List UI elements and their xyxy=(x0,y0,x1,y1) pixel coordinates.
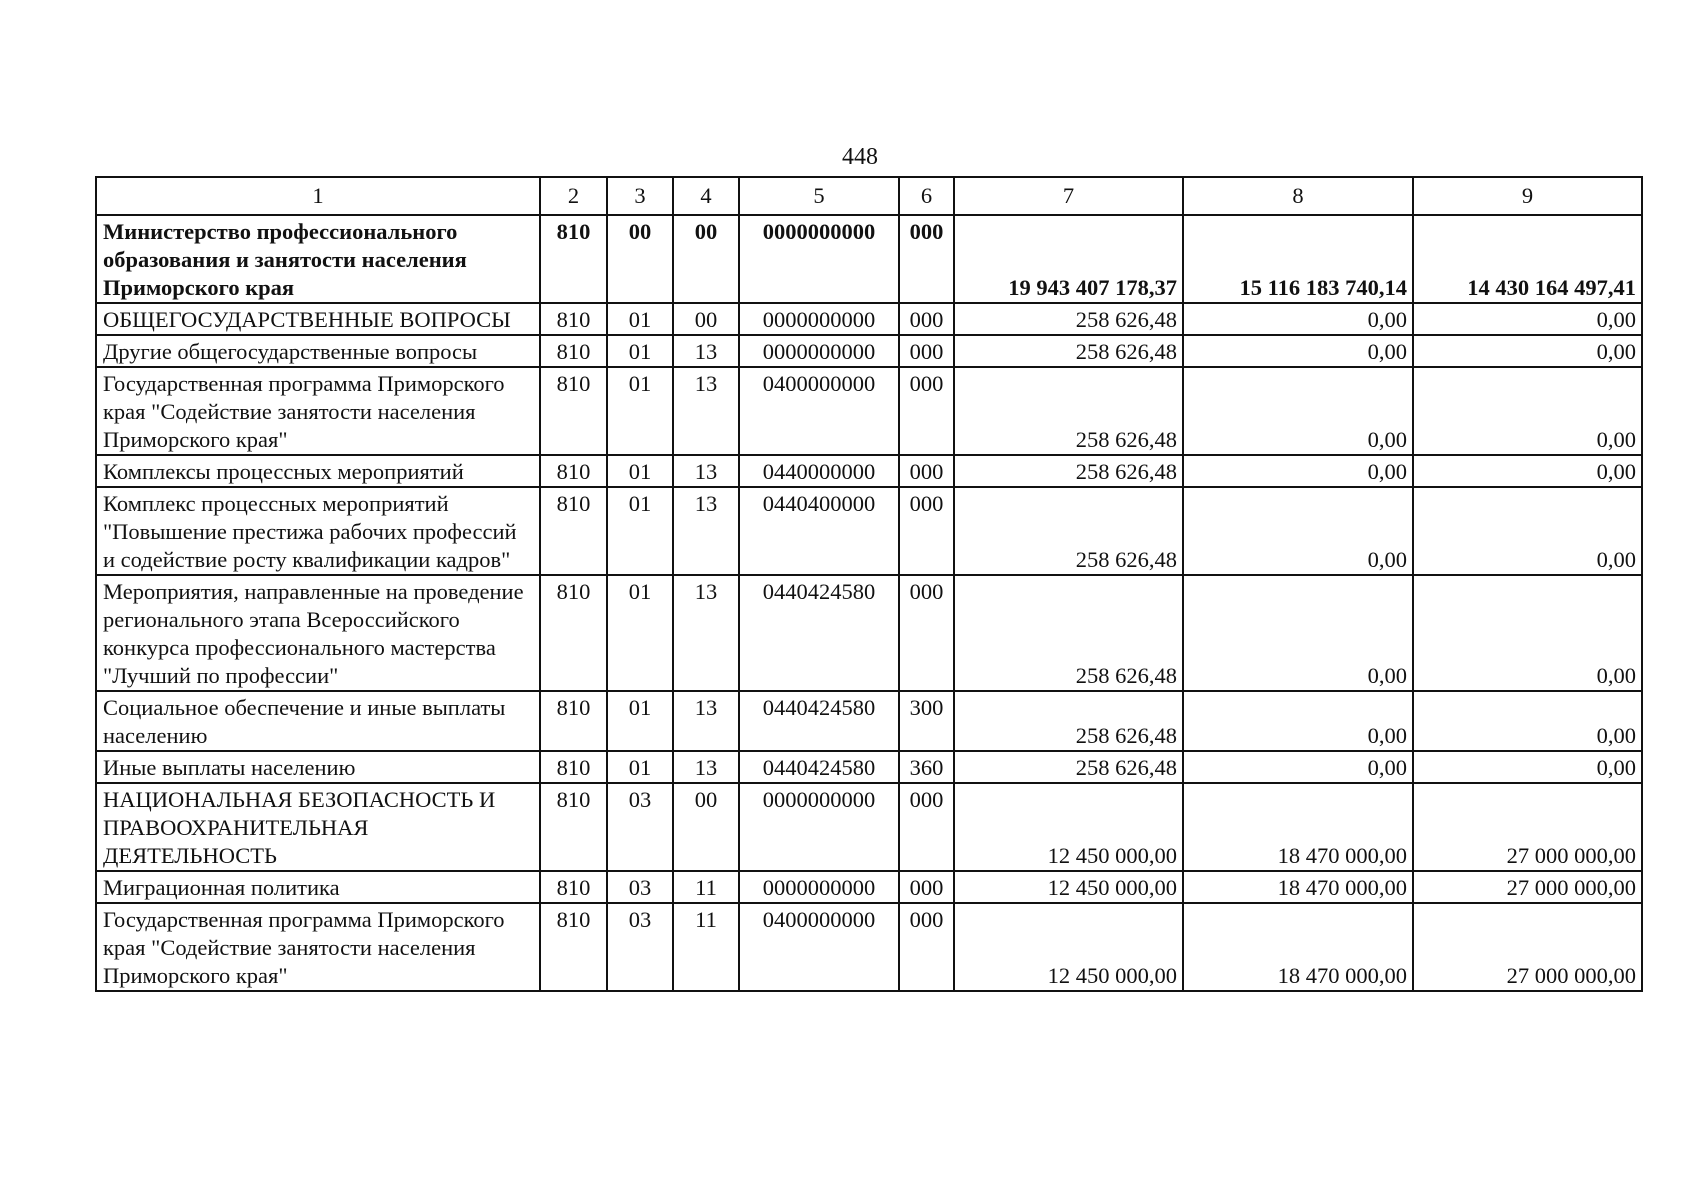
row-amount: 0,00 xyxy=(1413,335,1642,367)
row-amount: 258 626,48 xyxy=(954,335,1183,367)
row-code: 03 xyxy=(607,783,673,871)
column-header: 1 xyxy=(96,177,540,215)
row-amount: 0,00 xyxy=(1413,303,1642,335)
budget-table xyxy=(95,176,1643,992)
row-code: 13 xyxy=(673,367,739,455)
column-header: 7 xyxy=(954,177,1183,215)
row-code: 810 xyxy=(540,367,607,455)
row-code: 000 xyxy=(899,367,954,455)
row-amount: 0,00 xyxy=(1413,487,1642,575)
row-name: Миграционная политика xyxy=(96,871,540,903)
row-code: 0000000000 xyxy=(739,783,899,871)
row-amount: 18 470 000,00 xyxy=(1183,903,1413,991)
row-amount: 18 470 000,00 xyxy=(1183,871,1413,903)
table-row xyxy=(96,871,1642,903)
row-code: 810 xyxy=(540,303,607,335)
row-code: 03 xyxy=(607,871,673,903)
table-row xyxy=(96,783,1642,871)
row-code: 13 xyxy=(673,335,739,367)
row-code: 810 xyxy=(540,691,607,751)
table-row xyxy=(96,691,1642,751)
row-name: Комплексы процессных мероприятий xyxy=(96,455,540,487)
row-code: 0000000000 xyxy=(739,871,899,903)
row-code: 0440000000 xyxy=(739,455,899,487)
row-name: ОБЩЕГОСУДАРСТВЕННЫЕ ВОПРОСЫ xyxy=(96,303,540,335)
row-amount: 0,00 xyxy=(1183,575,1413,691)
row-amount: 27 000 000,00 xyxy=(1413,783,1642,871)
row-code: 810 xyxy=(540,903,607,991)
row-amount: 12 450 000,00 xyxy=(954,871,1183,903)
row-code: 01 xyxy=(607,335,673,367)
table-row xyxy=(96,215,1642,303)
row-code: 300 xyxy=(899,691,954,751)
row-code: 00 xyxy=(673,215,739,303)
row-code: 810 xyxy=(540,871,607,903)
row-code: 13 xyxy=(673,751,739,783)
row-code: 0000000000 xyxy=(739,215,899,303)
row-code: 810 xyxy=(540,335,607,367)
column-header: 8 xyxy=(1183,177,1413,215)
row-amount: 15 116 183 740,14 xyxy=(1183,215,1413,303)
table-row xyxy=(96,367,1642,455)
column-header: 9 xyxy=(1413,177,1642,215)
table-row xyxy=(96,751,1642,783)
row-code: 000 xyxy=(899,575,954,691)
row-amount: 0,00 xyxy=(1183,455,1413,487)
header-row xyxy=(96,177,1642,215)
table-row xyxy=(96,335,1642,367)
table-row xyxy=(96,903,1642,991)
row-amount: 258 626,48 xyxy=(954,455,1183,487)
column-header: 4 xyxy=(673,177,739,215)
row-code: 11 xyxy=(673,871,739,903)
table-row xyxy=(96,303,1642,335)
row-code: 0000000000 xyxy=(739,303,899,335)
row-code: 13 xyxy=(673,487,739,575)
row-name: Мероприятия, направленные на проведение регионального этапа Всероссийского конкурса профессионального мастерства "Лучший по профессии" xyxy=(96,575,540,691)
column-header: 2 xyxy=(540,177,607,215)
row-code: 000 xyxy=(899,303,954,335)
row-code: 810 xyxy=(540,751,607,783)
row-amount: 0,00 xyxy=(1183,751,1413,783)
row-code: 01 xyxy=(607,367,673,455)
row-code: 13 xyxy=(673,691,739,751)
row-amount: 0,00 xyxy=(1413,367,1642,455)
row-amount: 0,00 xyxy=(1413,751,1642,783)
row-code: 00 xyxy=(673,303,739,335)
row-code: 01 xyxy=(607,691,673,751)
row-code: 810 xyxy=(540,455,607,487)
row-amount: 0,00 xyxy=(1183,303,1413,335)
row-name: НАЦИОНАЛЬНАЯ БЕЗОПАСНОСТЬ И ПРАВООХРАНИТЕЛЬНАЯ ДЕЯТЕЛЬНОСТЬ xyxy=(96,783,540,871)
row-amount: 18 470 000,00 xyxy=(1183,783,1413,871)
row-code: 11 xyxy=(673,903,739,991)
row-amount: 258 626,48 xyxy=(954,487,1183,575)
row-code: 000 xyxy=(899,783,954,871)
row-code: 00 xyxy=(607,215,673,303)
row-code: 000 xyxy=(899,487,954,575)
column-header: 5 xyxy=(739,177,899,215)
page-number: 448 xyxy=(842,144,878,170)
row-amount: 258 626,48 xyxy=(954,691,1183,751)
row-code: 810 xyxy=(540,783,607,871)
row-amount: 258 626,48 xyxy=(954,575,1183,691)
row-code: 810 xyxy=(540,215,607,303)
row-amount: 0,00 xyxy=(1183,487,1413,575)
row-amount: 0,00 xyxy=(1183,335,1413,367)
row-amount: 258 626,48 xyxy=(954,303,1183,335)
row-amount: 258 626,48 xyxy=(954,751,1183,783)
row-code: 13 xyxy=(673,455,739,487)
row-code: 01 xyxy=(607,751,673,783)
row-code: 000 xyxy=(899,335,954,367)
row-code: 000 xyxy=(899,903,954,991)
row-code: 03 xyxy=(607,903,673,991)
row-name: Иные выплаты населению xyxy=(96,751,540,783)
row-amount: 27 000 000,00 xyxy=(1413,871,1642,903)
row-code: 0440424580 xyxy=(739,751,899,783)
row-amount: 27 000 000,00 xyxy=(1413,903,1642,991)
row-code: 01 xyxy=(607,487,673,575)
row-amount: 14 430 164 497,41 xyxy=(1413,215,1642,303)
row-amount: 12 450 000,00 xyxy=(954,783,1183,871)
table-row xyxy=(96,575,1642,691)
column-header: 3 xyxy=(607,177,673,215)
row-amount: 258 626,48 xyxy=(954,367,1183,455)
column-header: 6 xyxy=(899,177,954,215)
row-code: 13 xyxy=(673,575,739,691)
row-code: 000 xyxy=(899,215,954,303)
row-code: 810 xyxy=(540,575,607,691)
row-amount: 0,00 xyxy=(1183,691,1413,751)
row-amount: 19 943 407 178,37 xyxy=(954,215,1183,303)
row-name: Социальное обеспечение и иные выплаты населению xyxy=(96,691,540,751)
row-name: Комплекс процессных мероприятий "Повышение престижа рабочих профессий и содействие росту квалификации кадров" xyxy=(96,487,540,575)
row-amount: 0,00 xyxy=(1413,455,1642,487)
row-code: 01 xyxy=(607,455,673,487)
table-header xyxy=(96,177,1642,215)
row-code: 0440400000 xyxy=(739,487,899,575)
row-code: 000 xyxy=(899,871,954,903)
row-code: 360 xyxy=(899,751,954,783)
row-name: Государственная программа Приморского края "Содействие занятости населения Приморского края" xyxy=(96,367,540,455)
row-name: Другие общегосударственные вопросы xyxy=(96,335,540,367)
row-code: 000 xyxy=(899,455,954,487)
row-name: Министерство профессионального образования и занятости населения Приморского края xyxy=(96,215,540,303)
table-row xyxy=(96,487,1642,575)
row-code: 0440424580 xyxy=(739,691,899,751)
table-row xyxy=(96,455,1642,487)
row-amount: 0,00 xyxy=(1183,367,1413,455)
row-code: 0400000000 xyxy=(739,367,899,455)
row-code: 0440424580 xyxy=(739,575,899,691)
table-body xyxy=(96,215,1642,991)
row-amount: 0,00 xyxy=(1413,575,1642,691)
row-name: Государственная программа Приморского края "Содействие занятости населения Приморского края" xyxy=(96,903,540,991)
row-amount: 12 450 000,00 xyxy=(954,903,1183,991)
row-code: 01 xyxy=(607,575,673,691)
row-code: 0400000000 xyxy=(739,903,899,991)
row-code: 0000000000 xyxy=(739,335,899,367)
row-code: 810 xyxy=(540,487,607,575)
row-code: 01 xyxy=(607,303,673,335)
row-amount: 0,00 xyxy=(1413,691,1642,751)
row-code: 00 xyxy=(673,783,739,871)
